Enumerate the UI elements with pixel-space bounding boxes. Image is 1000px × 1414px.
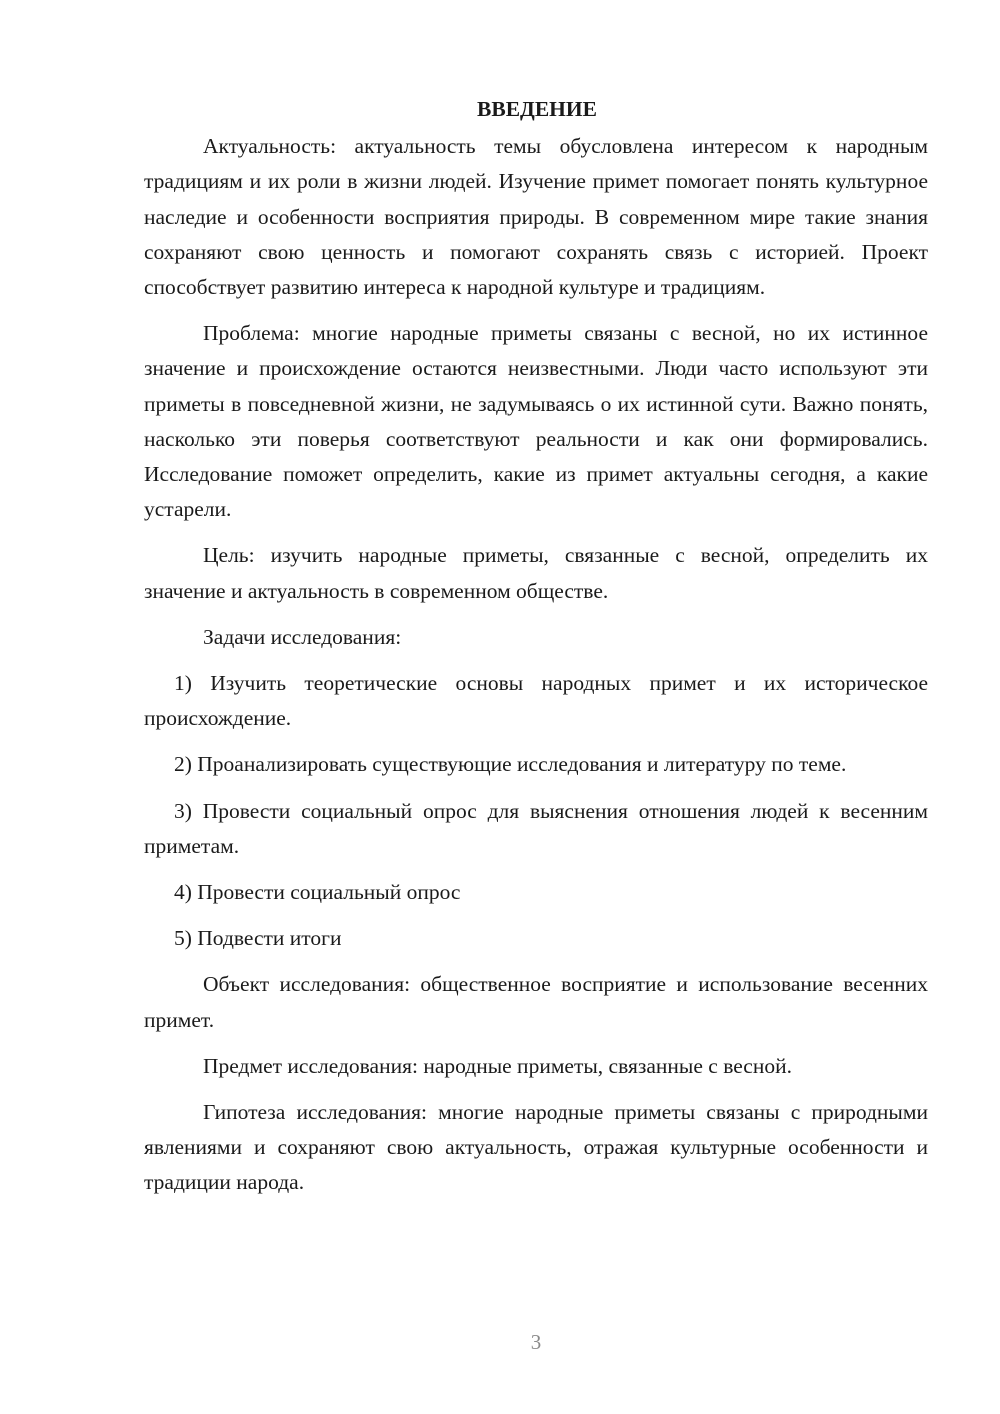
task-item-1: 1) Изучить теоретические основы народных примет и их историческое происхождение.: [144, 671, 928, 731]
page-number: 3: [530, 1330, 542, 1354]
paragraph-subject: Предмет исследования: народные приметы, связанные с весной.: [203, 1053, 792, 1078]
paragraph-object: Объект исследования: общественное восприятие и использование весенних примет.: [144, 972, 928, 1032]
task-item-4: 4) Провести социальный опрос: [174, 880, 461, 905]
document-page: [144, 92, 928, 1212]
paragraph-relevance: Актуальность: актуальность темы обусловлена интересом к народным традициям и их роли в жизни людей. Изучение примет помогает понять культурное наследие и особенности восприятия природы. В современном мире такие знания сохраняют свою ценность и помогают сохранять связь с историей. Проект способствует развитию интереса к народной культуре и традициям.: [144, 134, 928, 300]
task-item-3: 3) Провести социальный опрос для выяснения отношения людей к весенним приметам.: [144, 798, 928, 858]
tasks-heading: Задачи исследования:: [203, 624, 402, 649]
task-item-2: 2) Проанализировать существующие исследования и литературу по теме.: [174, 752, 847, 777]
document-title: ВВЕДЕНИЕ: [477, 97, 597, 121]
paragraph-problem: Проблема: многие народные приметы связаны с весной, но их истинное значение и происхождение остаются неизвестными. Люди часто используют эти приметы в повседневной жизни, не задумываясь о их истинной сути. Важно понять, насколько эти поверья соответствуют реальности и как они формировались. Исследование поможет определить, какие из примет актуальны сегодня, а какие устарели.: [144, 321, 928, 522]
paragraph-hypothesis: Гипотеза исследования: многие народные приметы связаны с природными явлениями и сохраняют свою актуальность, отражая культурные особенности и традиции народа.: [144, 1100, 928, 1195]
paragraph-goal: Цель: изучить народные приметы, связанные с весной, определить их значение и актуальность в современном обществе.: [144, 543, 928, 603]
task-item-5: 5) Подвести итоги: [174, 926, 342, 951]
